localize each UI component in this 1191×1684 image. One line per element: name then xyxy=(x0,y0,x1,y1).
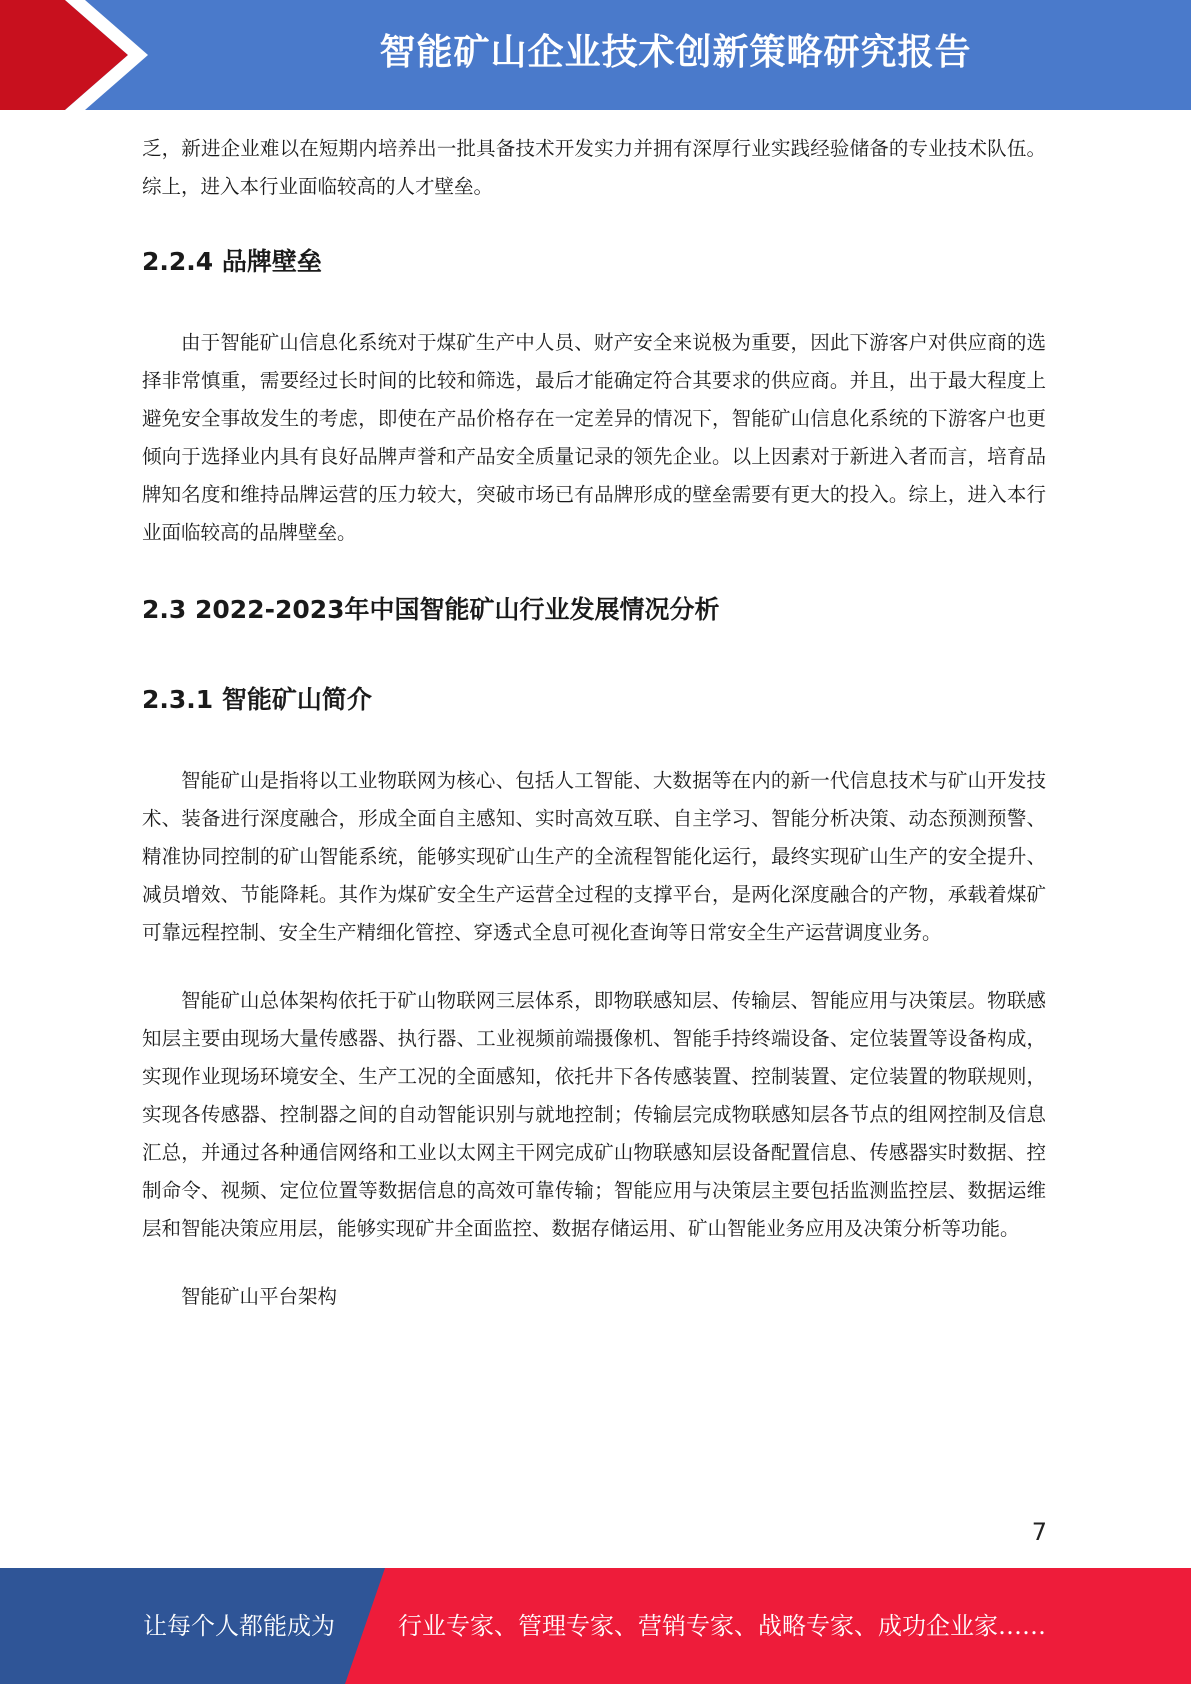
paragraph-smart-mine-intro: 智能矿山是指将以工业物联网为核心、包括人工智能、大数据等在内的新一代信息技术与矿山开发技术、装备进行深度融合，形成全面自主感知、实时高效互联、自主学习、智能分析决策、动态预测预警、精准协同控制的矿山智能系统，能够实现矿山生产的全流程智能化运行，最终实现矿山生产的安全提升、减员增效、节能降耗。其作为煤矿安全生产运营全过程的支撑平台，是两化深度融合的产物，承载着煤矿可靠远程控制、安全生产精细化管控、穿透式全息可视化查询等日常安全生产运营调度业务。 xyxy=(142,769,1046,944)
page-content xyxy=(142,130,1046,1316)
page-header xyxy=(0,0,1191,110)
footer-slogan-right: 行业专家、管理专家、营销专家、战略专家、成功企业家…… xyxy=(398,1612,1046,1640)
section-heading-2-3: 2.3 2022-2023年中国智能矿山行业发展情况分析 xyxy=(142,595,720,624)
chevron-red-fill xyxy=(0,0,128,110)
page-number: 7 xyxy=(1031,1518,1047,1546)
section-heading-2-3-1: 2.3.1 智能矿山简介 xyxy=(142,685,372,714)
report-title: 智能矿山企业技术创新策略研究报告 xyxy=(379,32,972,73)
section-heading-2-2-4: 2.2.4 品牌壁垒 xyxy=(142,247,322,276)
paragraph-brand-barrier: 由于智能矿山信息化系统对于煤矿生产中人员、财产安全来说极为重要，因此下游客户对供应商的选择非常慎重，需要经过长时间的比较和筛选，最后才能确定符合其要求的供应商。并且，出于最大程度上避免安全事故发生的考虑，即使在产品价格存在一定差异的情况下，智能矿山信息化系统的下游客户也更倾向于选择业内具有良好品牌声誉和产品安全质量记录的领先企业。以上因素对于新进入者而言，培育品牌知名度和维持品牌运营的压力较大，突破市场已有品牌形成的壁垒需要有更大的投入。综上，进入本行业面临较高的品牌壁垒。 xyxy=(142,331,1046,544)
footer-slogan-left: 让每个人都能成为 xyxy=(143,1612,335,1640)
paragraph-smart-mine-architecture: 智能矿山总体架构依托于矿山物联网三层体系，即物联感知层、传输层、智能应用与决策层。物联感知层主要由现场大量传感器、执行器、工业视频前端摄像机、智能手持终端设备、定位装置等设备构成，实现作业现场环境安全、生产工况的全面感知，依托井下各传感装置、控制装置、定位装置的物联规则，实现各传感器、控制器之间的自动智能识别与就地控制；传输层完成物联感知层各节点的组网控制及信息汇总，并通过各种通信网络和工业以太网主干网完成矿山物联感知层设备配置信息、传感器实时数据、控制命令、视频、定位位置等数据信息的高效可靠传输；智能应用与决策层主要包括监测监控层、数据运维层和智能决策应用层，能够实现矿井全面监控、数据存储运用、矿山智能业务应用及决策分析等功能。 xyxy=(142,989,1046,1240)
paragraph-continued: 乏，新进企业难以在短期内培养出一批具备技术开发实力并拥有深厚行业实践经验储备的专业技术队伍。综上，进入本行业面临较高的人才壁垒。 xyxy=(142,137,1046,198)
figure-caption: 智能矿山平台架构 xyxy=(181,1285,338,1308)
page-footer xyxy=(0,1568,1191,1684)
header-chevron-decoration xyxy=(0,0,160,110)
